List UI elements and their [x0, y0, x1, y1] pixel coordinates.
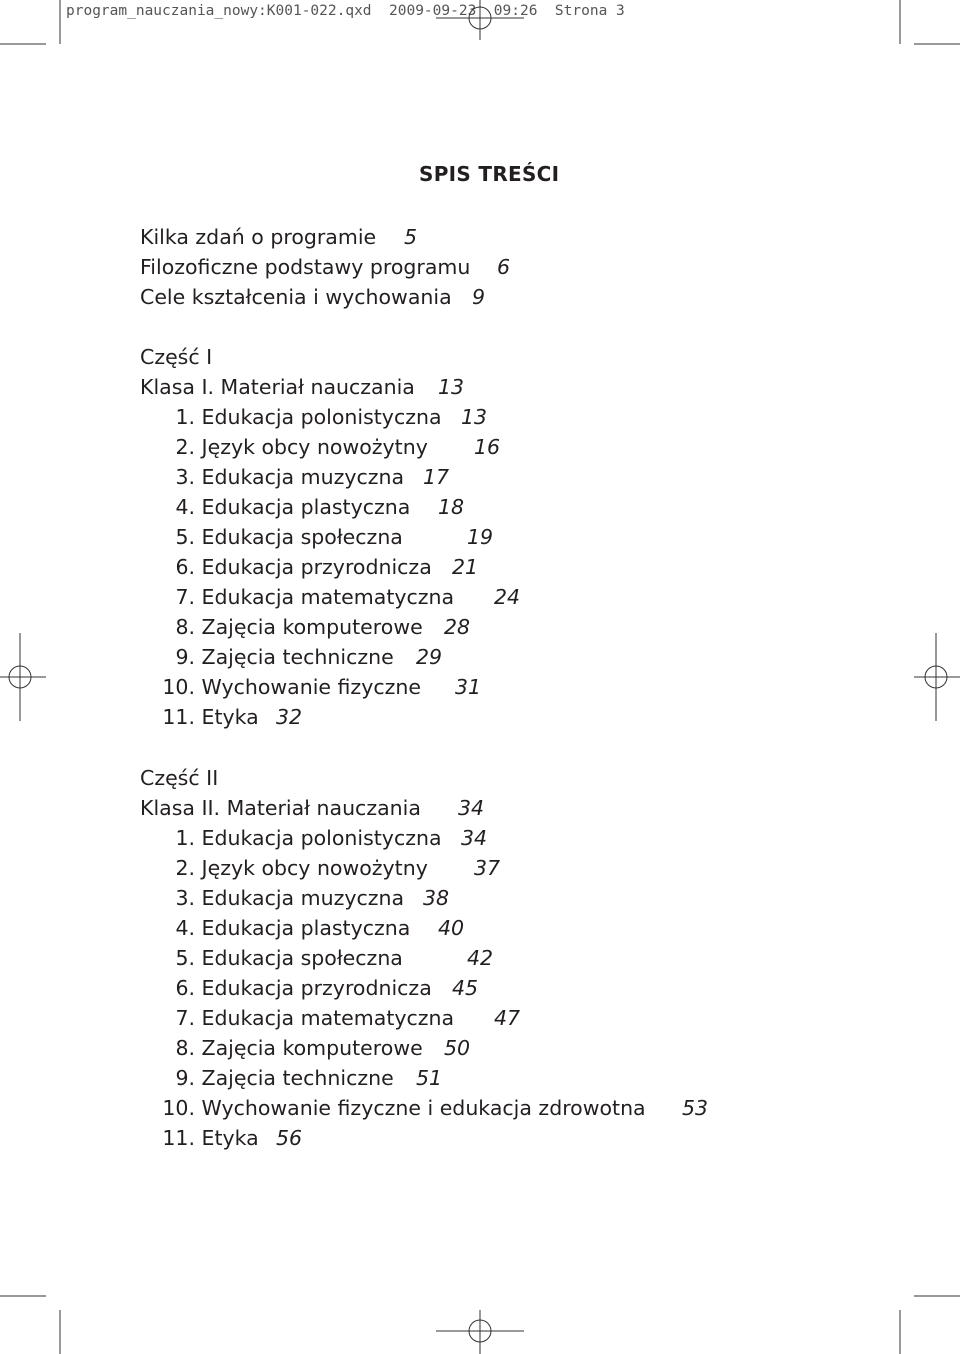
toc-page-number: 56: [276, 1126, 303, 1150]
toc-class-heading: Klasa I. Materiał nauczania: [140, 375, 415, 399]
slug-time: 09:26: [493, 3, 538, 19]
toc-intro-entry: Kilka zdań o programie: [140, 225, 377, 249]
toc-page-number: 13: [438, 375, 465, 399]
page-title: SPIS TREŚCI: [419, 162, 560, 186]
toc-page-number: 9: [472, 285, 486, 309]
toc-page-number: 21: [452, 555, 479, 579]
toc-item: 4. Edukacja plastyczna: [175, 916, 411, 940]
registration-mark-top: [436, 0, 524, 40]
toc-item: 5. Edukacja społeczna: [175, 946, 403, 970]
registration-mark-bottom: [436, 1310, 524, 1354]
toc-item: 6. Edukacja przyrodnicza: [175, 976, 432, 1000]
toc-page-number: 31: [455, 675, 482, 699]
toc-item: 11. Etyka: [162, 705, 259, 729]
toc-item: 10. Wychowanie fizyczne i edukacja zdrowotna: [162, 1096, 646, 1120]
toc-item: 10. Wychowanie fizyczne: [162, 675, 421, 699]
toc-page-number: 6: [497, 255, 511, 279]
toc-page-number: 16: [474, 435, 501, 459]
slug-date: 2009-09-23: [389, 3, 477, 19]
toc-page-number: 38: [423, 886, 450, 910]
registration-mark-right: [914, 633, 960, 721]
toc-part-heading: Część I: [140, 345, 213, 369]
toc-page-number: 53: [682, 1096, 709, 1120]
slug-page: Strona 3: [554, 3, 625, 19]
toc-page-number: 18: [438, 495, 465, 519]
toc-item: 2. Język obcy nowożytny: [175, 856, 428, 880]
toc-item: 8. Zajęcia komputerowe: [175, 615, 423, 639]
toc-page-number: 29: [416, 645, 443, 669]
toc-page-number: 34: [461, 826, 488, 850]
toc-page-number: 42: [467, 946, 494, 970]
toc-page-number: 45: [452, 976, 479, 1000]
toc-item: 4. Edukacja plastyczna: [175, 495, 411, 519]
toc-part-heading: Część II: [140, 766, 219, 790]
toc-item: 1. Edukacja polonistyczna: [175, 826, 442, 850]
toc-item: 1. Edukacja polonistyczna: [175, 405, 442, 429]
toc-item: 9. Zajęcia techniczne: [175, 645, 394, 669]
toc-item: 7. Edukacja matematyczna: [175, 585, 455, 609]
toc-page-number: 47: [494, 1006, 521, 1030]
registration-mark-left: [0, 633, 46, 721]
toc-page-number: 19: [467, 525, 494, 549]
toc-item: 3. Edukacja muzyczna: [175, 465, 405, 489]
toc-class-heading: Klasa II. Materiał nauczania: [140, 796, 421, 820]
toc-page-number: 13: [461, 405, 488, 429]
toc-item: 8. Zajęcia komputerowe: [175, 1036, 423, 1060]
toc-page-number: 51: [416, 1066, 443, 1090]
toc-item: 3. Edukacja muzyczna: [175, 886, 405, 910]
toc-item: 11. Etyka: [162, 1126, 259, 1150]
toc-page-number: 40: [438, 916, 465, 940]
toc-page-number: 5: [404, 225, 418, 249]
toc-page-number: 28: [444, 615, 471, 639]
toc-item: 2. Język obcy nowożytny: [175, 435, 428, 459]
toc-page-number: 17: [423, 465, 450, 489]
toc-intro-entry: Cele kształcenia i wychowania: [140, 285, 452, 309]
toc-item: 6. Edukacja przyrodnicza: [175, 555, 432, 579]
toc-item: 7. Edukacja matematyczna: [175, 1006, 455, 1030]
toc-page-number: 32: [276, 705, 303, 729]
toc-item: 5. Edukacja społeczna: [175, 525, 403, 549]
toc-page-number: 50: [444, 1036, 471, 1060]
toc-intro-entry: Filozoficzne podstawy programu: [140, 255, 471, 279]
toc-page-number: 24: [494, 585, 521, 609]
toc-item: 9. Zajęcia techniczne: [175, 1066, 394, 1090]
toc-page-number: 34: [458, 796, 485, 820]
slug-file: program_nauczania_nowy:K001-022.qxd: [66, 3, 372, 19]
toc-page-number: 37: [474, 856, 501, 880]
